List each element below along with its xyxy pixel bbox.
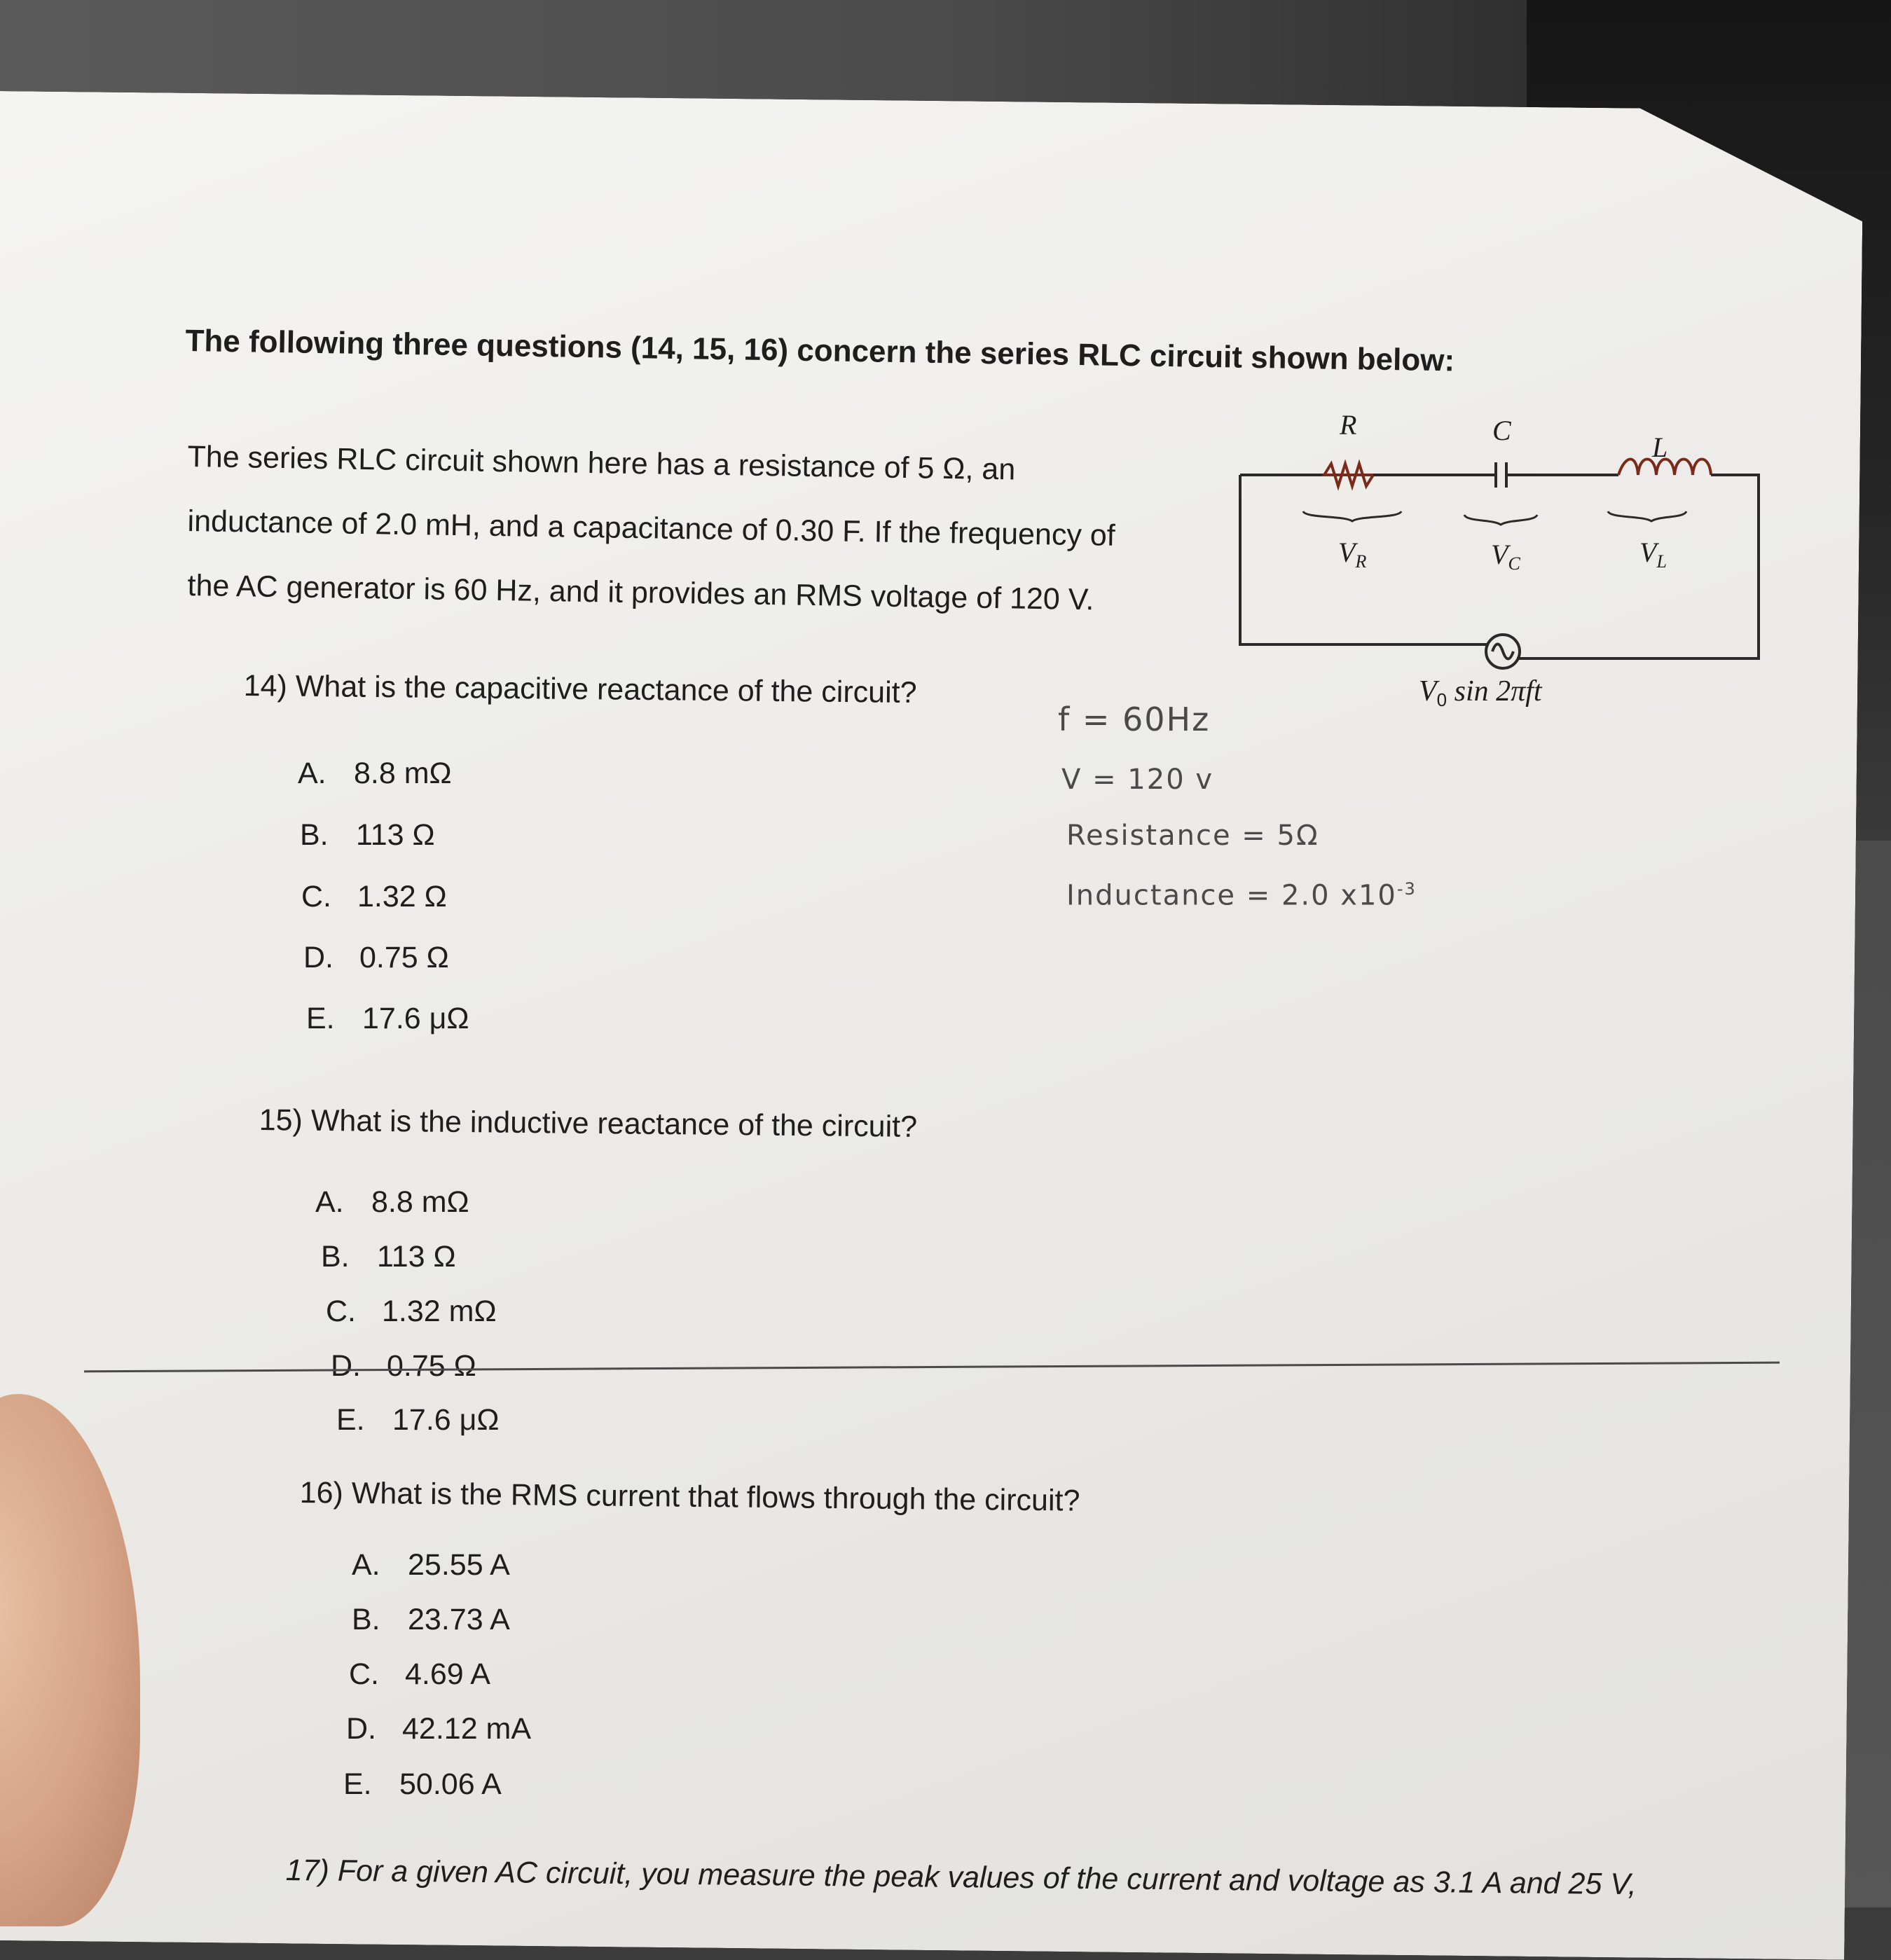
q14-choice-d[interactable]: D. 0.75 Ω xyxy=(303,941,449,974)
wire-right xyxy=(1517,475,1759,658)
note-voltage: V = 120 v xyxy=(1061,764,1214,796)
question-16-prompt: 16) What is the RMS current that flows through the circuit? xyxy=(299,1476,1080,1518)
q14-choice-b[interactable]: B. 113 Ω xyxy=(300,818,435,852)
worksheet-paper xyxy=(0,91,1864,1960)
brace-vl xyxy=(1608,511,1686,521)
note-resistance: Resistance = 5Ω xyxy=(1066,820,1319,852)
q15-choice-a[interactable]: A. 8.8 mΩ xyxy=(315,1185,469,1219)
vl-label: $V_L$ xyxy=(1639,537,1667,572)
vr-label: $V_R$ xyxy=(1338,537,1367,572)
capacitor-symbol xyxy=(1496,462,1506,488)
sine-wave-icon xyxy=(1492,644,1513,659)
intro-line-3: the AC generator is 60 Hz, and it provides an RMS voltage of 120 V. xyxy=(187,569,1094,617)
q16-choice-c[interactable]: C. 4.69 A xyxy=(349,1657,490,1691)
q16-choice-e[interactable]: E. 50.06 A xyxy=(343,1767,502,1801)
brace-vc xyxy=(1464,515,1537,525)
resistor-symbol xyxy=(1324,464,1373,486)
q15-choice-c[interactable]: C. 1.32 mΩ xyxy=(326,1295,497,1328)
q15-choice-b[interactable]: B. 113 Ω xyxy=(321,1240,456,1274)
intro-line-2: inductance of 2.0 mH, and a capacitance of 0.30 F. If the frequency of xyxy=(187,504,1116,553)
inductor-label: L xyxy=(1652,432,1668,463)
q15-choice-d[interactable]: D. 0.75 Ω xyxy=(331,1349,476,1383)
q16-choice-b[interactable]: B. 23.73 A xyxy=(352,1603,510,1636)
intro-line-1: The series RLC circuit shown here has a resistance of 5 Ω, an xyxy=(187,440,1016,487)
note-inductance: Inductance = 2.0 $x10^{-3}$ xyxy=(1066,879,1417,912)
q15-choice-e[interactable]: E. 17.6 μΩ xyxy=(336,1403,500,1437)
resistor-label: R xyxy=(1340,409,1357,441)
vc-label: $V_C$ xyxy=(1491,539,1520,574)
question-17-prompt: 17) For a given AC circuit, you measure the peak values of the current and voltage as 3.1 A and 25 V, xyxy=(285,1854,1637,1902)
section-heading: The following three questions (14, 15, 16) concern the series RLC circuit shown below: xyxy=(185,324,1455,378)
q16-choice-a[interactable]: A. 25.55 A xyxy=(352,1548,510,1582)
question-15-prompt: 15) What is the inductive reactance of the circuit? xyxy=(259,1103,918,1144)
q14-choice-e[interactable]: E. 17.6 μΩ xyxy=(306,1002,469,1035)
note-frequency: f = 60Hz xyxy=(1058,701,1211,738)
q14-choice-a[interactable]: A. 8.8 mΩ xyxy=(298,757,452,790)
source-label: V0 sin 2πft xyxy=(1419,675,1542,710)
q16-choice-d[interactable]: D. 42.12 mA xyxy=(346,1712,532,1746)
brace-vr xyxy=(1303,511,1401,521)
capacitor-label: C xyxy=(1492,415,1511,446)
rlc-circuit-diagram xyxy=(1219,406,1766,729)
q14-choice-c[interactable]: C. 1.32 Ω xyxy=(301,880,447,913)
question-14-prompt: 14) What is the capacitive reactance of the circuit? xyxy=(243,669,917,710)
